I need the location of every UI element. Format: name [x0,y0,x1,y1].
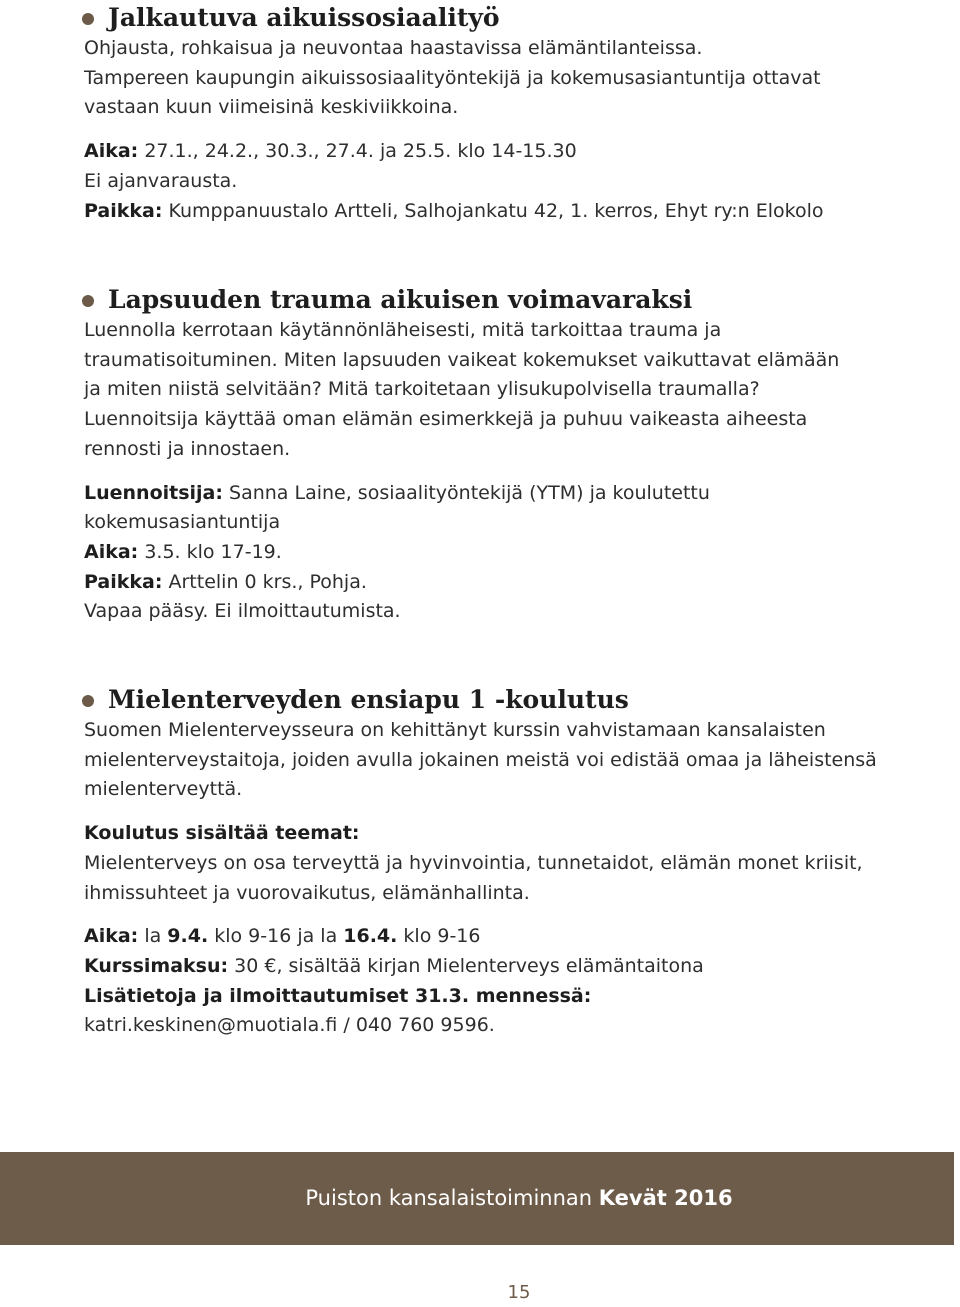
date-1: 9.4. [167,925,209,948]
time-label: Aika: [84,925,139,948]
body-line: rennosti ja innostaen. [84,437,291,460]
place-line [84,197,944,227]
contact-line: katri.keskinen@muotiala.fi / 040 760 9596. [84,1014,495,1037]
body-line: mielenterveyttä. [84,778,243,801]
fee-line [84,952,944,982]
lecturer-line [84,479,944,509]
lecturer-line-2: kokemusasiantuntija [84,511,281,534]
place-label: Paikka: [84,570,163,593]
section-jalkautuva [84,2,944,226]
theme-line: ihmissuhteet ja vuorovaikutus, elämänhallinta. [84,881,530,904]
footer-title: Puiston kansalaistoiminnan Kevät 2016 [305,1186,733,1210]
section-lapsuuden-trauma [84,284,944,627]
body-line: Suomen Mielenterveysseura on kehittänyt kurssin vahvistamaan kansalaisten [84,719,826,741]
themes-label: Koulutus sisältää teemat: [84,822,360,845]
body-line: Luennoitsija käyttää oman elämän esimerkkejä ja puhuu vaikeasta aiheesta [84,408,808,431]
footer-highlight: Kevät 2016 [598,1186,733,1210]
body-line: ja miten niistä selvitään? Mitä tarkoitetaan ylisukupolvisella traumalla? [84,378,760,401]
fee-value: 30 €, sisältää kirjan Mielenterveys elämäntaitona [228,954,704,977]
time-value: 3.5. klo 17-19. [138,540,282,563]
bullet-icon [82,13,94,25]
section-title: Mielenterveyden ensiapu 1 -koulutus [82,684,944,716]
place-line [84,568,944,598]
info-label: Lisätietoja ja ilmoittautumiset 31.3. mennessä: [84,984,592,1007]
section-title: Lapsuuden trauma aikuisen voimavaraksi [82,284,944,316]
body-line: vastaan kuun viimeisinä keskiviikkoina. [84,96,459,119]
time-line [84,538,944,568]
lecturer-label: Luennoitsija: [84,481,223,504]
admission-note: Vapaa pääsy. Ei ilmoittautumista. [84,600,401,623]
bullet-icon [82,295,94,307]
page-number: 15 [507,1282,531,1303]
time-line [84,137,944,167]
body-line: Luennolla kerrotaan käytännönläheisesti, mitä tarkoittaa trauma ja [84,319,722,341]
date-2: 16.4. [343,925,398,948]
bullet-icon [82,695,94,707]
time-label: Aika: [84,140,139,163]
time-value: 27.1., 24.2., 30.3., 27.4. ja 25.5. klo 14-15.30 [138,140,577,163]
body-line: Tampereen kaupungin aikuissosiaalityöntekijä ja kokemusasiantuntija ottavat [84,66,821,89]
time-line: Aika: la 9.4. klo 9-16 ja la 16.4. klo 9-16 [84,925,481,948]
section-mielenterveyden-ensiapu [84,684,944,1041]
place-value: Kumppanuustalo Artteli, Salhojankatu 42, 1. kerros, Ehyt ry:n Elokolo [162,199,824,222]
body-line: traumatisoituminen. Miten lapsuuden vaikeat kokemukset vaikuttavat elämään [84,348,840,371]
fee-label: Kurssimaksu: [84,954,229,977]
time-label: Aika: [84,540,139,563]
body-line: mielenterveystaitoja, joiden avulla jokainen meistä voi edistää omaa ja läheistensä [84,748,877,771]
no-booking-note: Ei ajanvarausta. [84,169,238,192]
section-title: Jalkautuva aikuissosiaalityö [82,2,944,34]
lecturer-value: Sanna Laine, sosiaalityöntekijä (YTM) ja koulutettu [222,481,710,504]
theme-line: Mielenterveys on osa terveyttä ja hyvinvointia, tunnetaidot, elämän monet kriisit, [84,851,863,874]
place-value: Arttelin 0 krs., Pohja. [162,570,367,593]
body-line: Ohjausta, rohkaisua ja neuvontaa haastavissa elämäntilanteissa. [84,37,703,59]
place-label: Paikka: [84,199,163,222]
